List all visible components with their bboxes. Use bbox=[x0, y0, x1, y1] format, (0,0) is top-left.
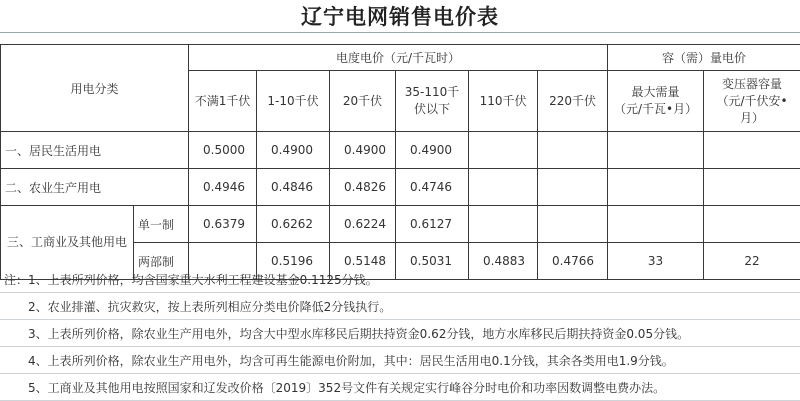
table-cell bbox=[469, 169, 538, 206]
table-cell bbox=[538, 132, 608, 169]
header-row-1 bbox=[1, 45, 800, 71]
voltage-header: 110千伏 bbox=[469, 71, 538, 132]
table-cell bbox=[469, 132, 538, 169]
note-line: 3、上表所列价格，除农业生产用电外，均含大中型水库移民后期扶持资金0.62分钱，地方水库移民后期扶持资金0.05分钱。 bbox=[0, 320, 800, 347]
note-line: 4、上表所列价格，除农业生产用电外，均含可再生能源电价附加，其中：居民生活用电0.1分钱，其余各类用电1.9分钱。 bbox=[0, 347, 800, 374]
capacity-col-unit: （元/千瓦•月） bbox=[613, 102, 698, 116]
capacity-col-name: 变压器容量 bbox=[722, 76, 783, 91]
table-cell: 0.4826 bbox=[330, 169, 396, 206]
voltage-header: 不满1千伏 bbox=[189, 71, 257, 132]
table-cell: 22 bbox=[704, 243, 800, 280]
table-cell: 0.6224 bbox=[330, 206, 396, 243]
table-cell: 0.4846 bbox=[257, 169, 330, 206]
table-cell: 0.4883 bbox=[469, 243, 538, 280]
table-row bbox=[1, 132, 800, 169]
table-cell bbox=[469, 206, 538, 243]
table-title: 辽宁电网销售电价表 bbox=[301, 4, 499, 29]
table-cell: 0.4900 bbox=[396, 132, 469, 169]
note-line: 2、农业排灌、抗灾救灾，按上表所列相应分类电价降低2分钱执行。 bbox=[0, 293, 800, 320]
table-cell bbox=[538, 206, 608, 243]
table-cell: 0.4900 bbox=[330, 132, 396, 169]
table-cell: 0.5196 bbox=[257, 243, 330, 280]
price-table bbox=[0, 44, 800, 280]
table-cell: 0.4746 bbox=[396, 169, 469, 206]
table-cell: 0.6127 bbox=[396, 206, 469, 243]
max-demand-header bbox=[608, 71, 704, 132]
voltage-header: 20千伏 bbox=[330, 71, 396, 132]
row-label: 一、居民生活用电 bbox=[1, 132, 189, 169]
capacity-col-name: 最大需量 bbox=[631, 85, 680, 99]
capacity-col-unit: （元/千伏安•月） bbox=[716, 93, 788, 125]
table-cell: 0.6262 bbox=[257, 206, 330, 243]
table-cell: 0.4946 bbox=[189, 169, 257, 206]
table-cell bbox=[704, 169, 800, 206]
energy-price-header: 电度电价（元/千瓦时） bbox=[189, 45, 608, 71]
table-cell: 0.4766 bbox=[538, 243, 608, 280]
blank-row bbox=[0, 32, 800, 43]
table-row bbox=[1, 169, 800, 206]
table-cell bbox=[608, 132, 704, 169]
row-label: 二、农业生产用电 bbox=[1, 169, 189, 206]
table-cell: 0.5148 bbox=[330, 243, 396, 280]
voltage-header: 220千伏 bbox=[538, 71, 608, 132]
table-cell: 0.5000 bbox=[189, 132, 257, 169]
table-cell bbox=[704, 206, 800, 243]
table-cell: 0.5031 bbox=[396, 243, 469, 280]
category-header: 用电分类 bbox=[1, 45, 189, 132]
table-cell bbox=[538, 169, 608, 206]
table-cell: 0.4900 bbox=[257, 132, 330, 169]
note-line: 注：1、上表所列价格，均含国家重大水利工程建设基金0.1125分钱。 bbox=[0, 266, 800, 293]
voltage-header: 35-110千伏以下 bbox=[396, 71, 469, 132]
table-cell bbox=[608, 206, 704, 243]
row-label: 三、工商业及其他用电 bbox=[1, 206, 134, 280]
sub-row-label: 单一制 bbox=[134, 206, 189, 243]
sub-row-label: 两部制 bbox=[134, 243, 189, 280]
table-cell bbox=[704, 132, 800, 169]
notes-section bbox=[0, 266, 800, 401]
table-cell bbox=[608, 169, 704, 206]
table-cell: 33 bbox=[608, 243, 704, 280]
transformer-capacity-header bbox=[704, 71, 800, 132]
table-cell: 0.6379 bbox=[189, 206, 257, 243]
capacity-price-header: 容（需）量电价 bbox=[608, 45, 800, 71]
note-line: 5、工商业及其他用电按照国家和辽发改价格〔2019〕352号文件有关规定实行峰谷分时电价和功率因数调整电费办法。 bbox=[0, 374, 800, 401]
voltage-header: 1-10千伏 bbox=[257, 71, 330, 132]
table-row bbox=[1, 206, 800, 243]
